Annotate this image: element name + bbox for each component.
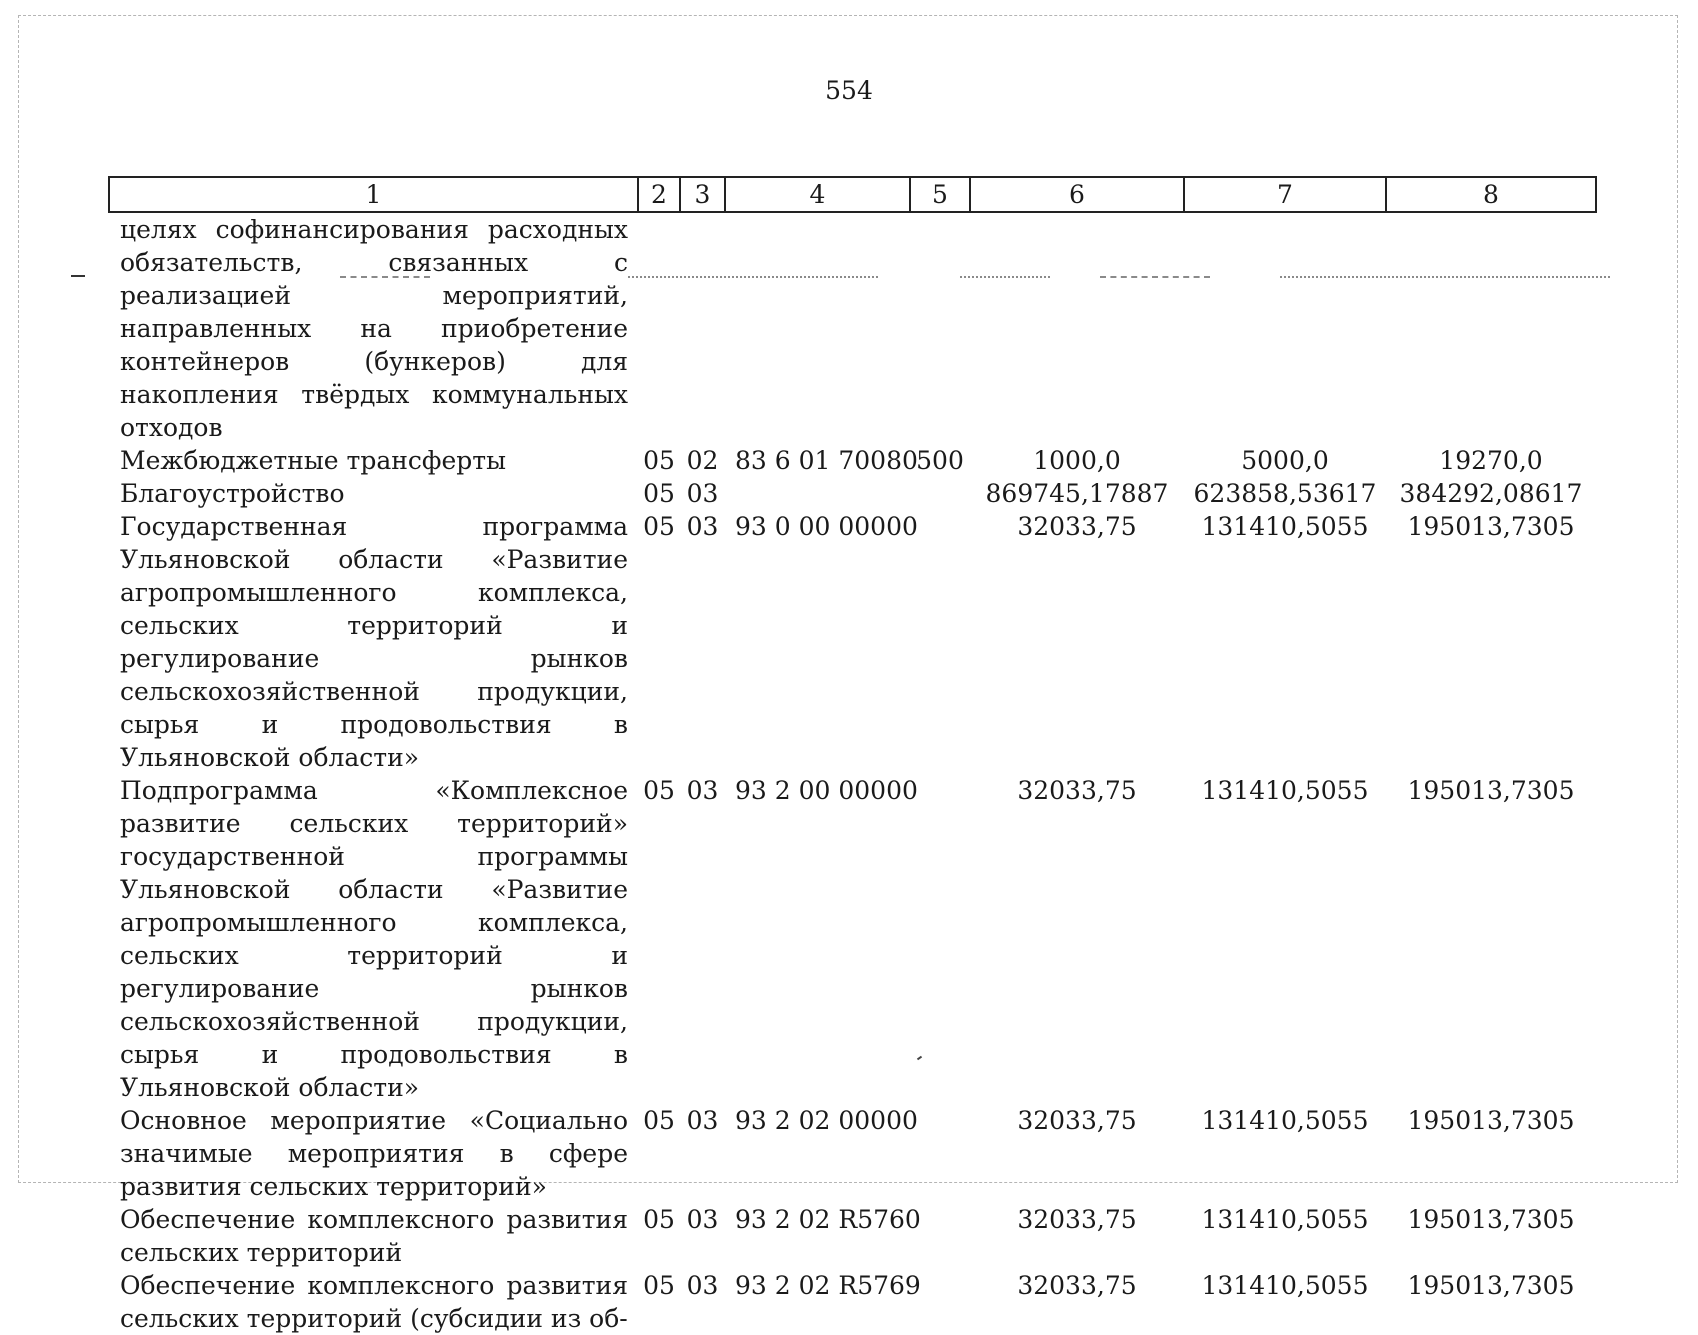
header-col-5: 5 [910,177,970,212]
table-row [109,1203,1596,1269]
row-value-col6 [970,212,1184,444]
row-value-col8: 195013,7305 [1407,776,1575,805]
row-value-col6: 32033,75 [1017,1106,1137,1135]
row-value-col6: 32033,75 [1017,512,1137,541]
table-row [109,1269,1596,1335]
row-value-col6: 32033,75 [1017,776,1137,805]
row-name: Обеспечение комплексного развития сельских территорий (субсидии из об- [120,1271,628,1333]
row-value-col7: 131410,5055 [1201,512,1369,541]
row-subsection: 03 [686,1271,719,1300]
row-expense-type [910,774,970,1104]
row-target-code [725,477,910,510]
row-section: 05 [643,446,675,475]
row-expense-type: 500 [916,446,964,475]
row-value-col8: 195013,7305 [1407,1271,1575,1300]
row-name: целях софинансирования расходных обязательств, связанных с реализацией мероприятий, направленных на приобретение контейнеров (бункеров) для накопления твёрдых коммунальных отходов [120,215,628,442]
row-subsection: 03 [686,1205,719,1234]
row-value-col7: 131410,5055 [1201,1271,1369,1300]
row-name: Межбюджетные трансферты [120,446,507,475]
row-name: Благоустройство [120,479,345,508]
table-row [109,477,1596,510]
row-section: 05 [643,1106,675,1135]
header-col-1: 1 [109,177,638,212]
row-name: Обеспечение комплексного развития сельских территорий [120,1205,628,1267]
row-section: 05 [643,479,675,508]
row-value-col7: 131410,5055 [1201,776,1369,805]
row-subsection: 03 [686,479,719,508]
row-value-col7: 131410,5055 [1201,1205,1369,1234]
row-section: 05 [643,512,675,541]
row-target-code: 93 2 02 R5769 [735,1271,921,1300]
row-value-col8: 384292,08617 [1399,479,1583,508]
row-target-code: 93 2 02 00000 [735,1106,918,1135]
row-subsection: 02 [686,446,719,475]
row-value-col8: 19270,0 [1439,446,1543,475]
row-section [638,212,680,444]
row-target-code: 83 6 01 70080 [735,446,918,475]
header-col-4: 4 [725,177,910,212]
row-value-col6: 1000,0 [1033,446,1121,475]
header-col-2: 2 [638,177,680,212]
row-target-code: 93 2 02 R5760 [735,1205,921,1234]
row-expense-type [910,510,970,774]
row-value-col7: 623858,53617 [1193,479,1377,508]
row-value-col6: 869745,17887 [985,479,1169,508]
row-target-code: 93 0 00 00000 [735,512,918,541]
row-value-col8: 195013,7305 [1407,512,1575,541]
page-number: 554 [825,76,873,105]
row-target-code: 93 2 00 00000 [735,776,918,805]
table-row [109,212,1596,444]
table-row [109,774,1596,1104]
header-row [109,177,1596,212]
row-expense-type [910,212,970,444]
table-header [109,177,1596,212]
row-section: 05 [643,1205,675,1234]
row-subsection: 03 [686,1106,719,1135]
row-section: 05 [643,776,675,805]
row-name: Основное мероприятие «Социально значимые мероприятия в сфере развития сельских территорий» [120,1106,628,1201]
scan-artifact-dash [71,275,85,277]
row-subsection: 03 [686,512,719,541]
row-value-col8: 195013,7305 [1407,1106,1575,1135]
table-row [109,510,1596,774]
header-col-6: 6 [970,177,1184,212]
row-name: Государственная программа Ульяновской области «Развитие агропромышленного комплекса, сельских территорий и регулирование рынков сельскохозяйственной продукции, сырья и продовольствия в Ульяновской области» [120,512,628,772]
row-value-col7: 131410,5055 [1201,1106,1369,1135]
row-value-col7: 5000,0 [1241,446,1329,475]
header-col-7: 7 [1184,177,1386,212]
row-value-col8: 195013,7305 [1407,1205,1575,1234]
row-subsection [680,212,725,444]
row-section: 05 [643,1271,675,1300]
row-name: Подпрограмма «Комплексное развитие сельских территорий» государственной программы Ульяновской области «Развитие агропромышленного комплекса, сельских территорий и регулирование рынков сельскохозяйственной продукции, сырья и продовольствия в Ульяновской области» [120,776,628,1102]
row-value-col6: 32033,75 [1017,1205,1137,1234]
header-col-3: 3 [680,177,725,212]
row-target-code [725,212,910,444]
budget-table [108,176,1597,1335]
row-expense-type [910,1104,970,1203]
header-col-8: 8 [1386,177,1596,212]
row-expense-type [910,477,970,510]
table-row [109,1104,1596,1203]
row-value-col8 [1386,212,1596,444]
row-subsection: 03 [686,776,719,805]
table-body [109,212,1596,1335]
row-value-col6: 32033,75 [1017,1271,1137,1300]
row-value-col7 [1184,212,1386,444]
table-row [109,444,1596,477]
